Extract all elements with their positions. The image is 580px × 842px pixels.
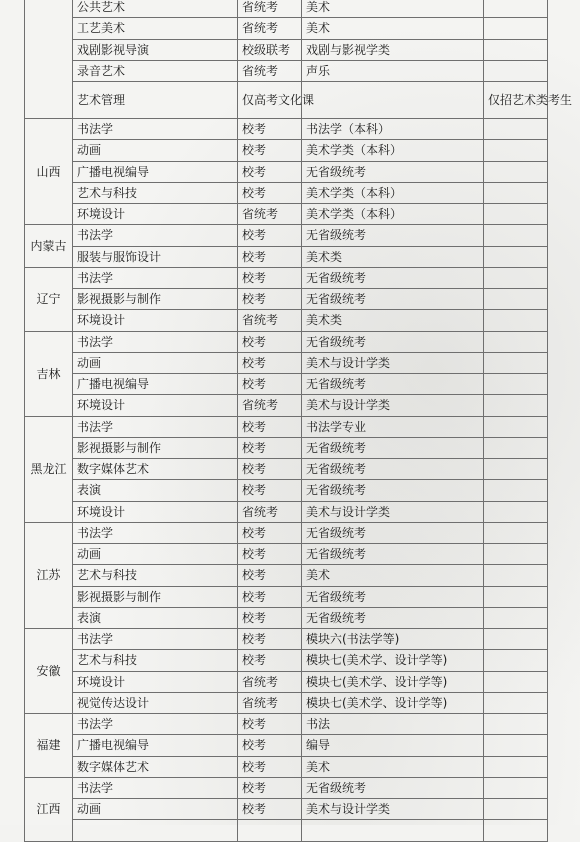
note-cell: [484, 60, 548, 81]
exam-type-cell: 省统考: [238, 60, 302, 81]
major-cell: 视觉传达设计: [73, 692, 238, 713]
category-cell: 美术与设计学类: [302, 799, 484, 820]
note-cell: [484, 395, 548, 416]
category-cell: 无省级统考: [302, 225, 484, 246]
major-cell: 动画: [73, 140, 238, 161]
table-row: [25, 182, 548, 203]
major-cell: [73, 820, 238, 841]
table-row: [25, 799, 548, 820]
exam-type-cell: 校考: [238, 714, 302, 735]
category-cell: 美术学类（本科）: [302, 182, 484, 203]
table-row: [25, 501, 548, 522]
table-row: [25, 0, 548, 18]
category-cell: 无省级统考: [302, 267, 484, 288]
table-row: [25, 140, 548, 161]
major-cell: 表演: [73, 480, 238, 501]
province-cell: [25, 0, 73, 119]
exam-type-cell: 校考: [238, 799, 302, 820]
major-cell: 环境设计: [73, 501, 238, 522]
exam-type-cell: 校考: [238, 607, 302, 628]
major-cell: 书法学: [73, 416, 238, 437]
province-cell: 吉林: [25, 331, 73, 416]
category-cell: 无省级统考: [302, 331, 484, 352]
major-cell: 戏剧影视导演: [73, 39, 238, 60]
category-cell: 戏剧与影视学类: [302, 39, 484, 60]
exam-type-cell: 校考: [238, 544, 302, 565]
major-cell: 环境设计: [73, 395, 238, 416]
note-cell: [484, 714, 548, 735]
major-cell: 环境设计: [73, 310, 238, 331]
category-cell: 无省级统考: [302, 161, 484, 182]
table-row: [25, 820, 548, 841]
province-cell: 山西: [25, 119, 73, 225]
note-cell: [484, 374, 548, 395]
exam-type-cell: 校考: [238, 161, 302, 182]
table-row: [25, 607, 548, 628]
category-cell: 书法: [302, 714, 484, 735]
category-cell: 无省级统考: [302, 586, 484, 607]
category-cell: 美术: [302, 0, 484, 18]
exam-type-cell: 校考: [238, 735, 302, 756]
major-cell: 书法学: [73, 714, 238, 735]
major-cell: 书法学: [73, 267, 238, 288]
table-row: [25, 692, 548, 713]
major-cell: 影视摄影与制作: [73, 289, 238, 310]
category-cell: [302, 820, 484, 841]
province-cell: 江西: [25, 777, 73, 841]
exam-type-cell: [238, 820, 302, 841]
province-cell: 内蒙古: [25, 225, 73, 268]
table-row: [25, 629, 548, 650]
table-row: [25, 39, 548, 60]
note-cell: [484, 310, 548, 331]
table-row: [25, 671, 548, 692]
note-cell: [484, 671, 548, 692]
note-cell: [484, 161, 548, 182]
note-cell: [484, 331, 548, 352]
table-row: [25, 204, 548, 225]
note-cell: [484, 18, 548, 39]
category-cell: 无省级统考: [302, 607, 484, 628]
province-cell: 江苏: [25, 522, 73, 628]
table-row: [25, 480, 548, 501]
category-cell: 声乐: [302, 60, 484, 81]
note-cell: 仅招艺术类考生: [484, 82, 548, 119]
table-row: [25, 374, 548, 395]
category-cell: 模块六(书法学等): [302, 629, 484, 650]
table-row: [25, 459, 548, 480]
major-cell: 数字媒体艺术: [73, 459, 238, 480]
table-row: [25, 714, 548, 735]
exam-type-cell: 校考: [238, 629, 302, 650]
exam-type-cell: 校考: [238, 246, 302, 267]
category-cell: 编导: [302, 735, 484, 756]
category-cell: 无省级统考: [302, 777, 484, 798]
note-cell: [484, 225, 548, 246]
table-row: [25, 544, 548, 565]
exam-type-cell: 省统考: [238, 18, 302, 39]
exam-type-cell: 仅高考文化课: [238, 82, 302, 119]
exam-type-cell: 校考: [238, 182, 302, 203]
table-row: [25, 352, 548, 373]
table-row: [25, 650, 548, 671]
note-cell: [484, 799, 548, 820]
major-cell: 艺术管理: [73, 82, 238, 119]
exam-type-cell: 校考: [238, 650, 302, 671]
exam-type-cell: 校考: [238, 352, 302, 373]
category-cell: 模块七(美术学、设计学等): [302, 692, 484, 713]
exam-type-cell: 校考: [238, 140, 302, 161]
exam-type-cell: 校考: [238, 756, 302, 777]
exam-type-cell: 省统考: [238, 692, 302, 713]
exam-type-cell: 校考: [238, 289, 302, 310]
table-row: [25, 735, 548, 756]
table-row: [25, 310, 548, 331]
major-cell: 表演: [73, 607, 238, 628]
major-cell: 录音艺术: [73, 60, 238, 81]
province-cell: 安徽: [25, 629, 73, 714]
note-cell: [484, 0, 548, 18]
exam-type-cell: 省统考: [238, 310, 302, 331]
note-cell: [484, 140, 548, 161]
category-cell: 无省级统考: [302, 544, 484, 565]
category-cell: 书法学专业: [302, 416, 484, 437]
note-cell: [484, 565, 548, 586]
table-row: [25, 777, 548, 798]
province-cell: 辽宁: [25, 267, 73, 331]
exam-type-cell: 校考: [238, 777, 302, 798]
category-cell: 美术: [302, 18, 484, 39]
note-cell: [484, 735, 548, 756]
table-row: [25, 289, 548, 310]
major-cell: 动画: [73, 544, 238, 565]
major-cell: 公共艺术: [73, 0, 238, 18]
major-cell: 书法学: [73, 629, 238, 650]
exam-type-cell: 省统考: [238, 501, 302, 522]
note-cell: [484, 650, 548, 671]
major-cell: 书法学: [73, 522, 238, 543]
category-cell: 模块七(美术学、设计学等): [302, 671, 484, 692]
category-cell: 美术与设计学类: [302, 352, 484, 373]
note-cell: [484, 501, 548, 522]
note-cell: [484, 289, 548, 310]
note-cell: [484, 586, 548, 607]
category-cell: 书法学（本科）: [302, 119, 484, 140]
note-cell: [484, 416, 548, 437]
exam-type-cell: 校考: [238, 225, 302, 246]
major-cell: 书法学: [73, 331, 238, 352]
province-cell: 黑龙江: [25, 416, 73, 522]
category-cell: 美术学类（本科）: [302, 140, 484, 161]
exam-type-cell: 校考: [238, 459, 302, 480]
major-cell: 动画: [73, 799, 238, 820]
exam-type-cell: 校考: [238, 267, 302, 288]
category-cell: 美术类: [302, 246, 484, 267]
exam-type-cell: 省统考: [238, 0, 302, 18]
note-cell: [484, 459, 548, 480]
major-cell: 广播电视编导: [73, 735, 238, 756]
table-row: [25, 565, 548, 586]
province-cell: 福建: [25, 714, 73, 778]
table-row: [25, 225, 548, 246]
category-cell: 美术学类（本科）: [302, 204, 484, 225]
note-cell: [484, 777, 548, 798]
admissions-table: [24, 0, 573, 842]
exam-type-cell: 校考: [238, 586, 302, 607]
table-row: [25, 756, 548, 777]
category-cell: 模块七(美术学、设计学等): [302, 650, 484, 671]
note-cell: [484, 692, 548, 713]
category-cell: 无省级统考: [302, 374, 484, 395]
table-row: [25, 395, 548, 416]
major-cell: 书法学: [73, 777, 238, 798]
major-cell: 艺术与科技: [73, 565, 238, 586]
major-cell: 书法学: [73, 225, 238, 246]
table-row: [25, 161, 548, 182]
note-cell: [484, 352, 548, 373]
note-cell: [484, 267, 548, 288]
major-cell: 影视摄影与制作: [73, 586, 238, 607]
exam-type-cell: 校级联考: [238, 39, 302, 60]
note-cell: [484, 607, 548, 628]
exam-type-cell: 校考: [238, 119, 302, 140]
table-row: [25, 522, 548, 543]
major-cell: 环境设计: [73, 204, 238, 225]
exam-type-cell: 校考: [238, 416, 302, 437]
table-row: [25, 437, 548, 458]
note-cell: [484, 820, 548, 841]
note-cell: [484, 246, 548, 267]
major-cell: 书法学: [73, 119, 238, 140]
table-row: [25, 267, 548, 288]
table-row: [25, 82, 548, 119]
major-cell: 动画: [73, 352, 238, 373]
category-cell: [302, 82, 484, 119]
exam-type-cell: 校考: [238, 480, 302, 501]
category-cell: 美术: [302, 756, 484, 777]
major-cell: 影视摄影与制作: [73, 437, 238, 458]
category-cell: 美术与设计学类: [302, 501, 484, 522]
table-row: [25, 331, 548, 352]
major-cell: 广播电视编导: [73, 161, 238, 182]
note-cell: [484, 756, 548, 777]
major-cell: 艺术与科技: [73, 182, 238, 203]
major-cell: 服装与服饰设计: [73, 246, 238, 267]
category-cell: 无省级统考: [302, 459, 484, 480]
category-cell: 无省级统考: [302, 289, 484, 310]
note-cell: [484, 39, 548, 60]
category-cell: 无省级统考: [302, 480, 484, 501]
note-cell: [484, 437, 548, 458]
category-cell: 美术与设计学类: [302, 395, 484, 416]
exam-type-cell: 省统考: [238, 204, 302, 225]
note-cell: [484, 480, 548, 501]
table-row: [25, 246, 548, 267]
exam-type-cell: 校考: [238, 374, 302, 395]
table-body: [25, 0, 573, 841]
table-row: [25, 586, 548, 607]
major-cell: 环境设计: [73, 671, 238, 692]
major-cell: 数字媒体艺术: [73, 756, 238, 777]
exam-type-cell: 校考: [238, 437, 302, 458]
note-cell: [484, 522, 548, 543]
exam-type-cell: 省统考: [238, 395, 302, 416]
exam-type-cell: 校考: [238, 565, 302, 586]
major-cell: 艺术与科技: [73, 650, 238, 671]
table-row: [25, 60, 548, 81]
category-cell: 美术类: [302, 310, 484, 331]
exam-type-cell: 校考: [238, 522, 302, 543]
note-cell: [484, 119, 548, 140]
category-cell: 无省级统考: [302, 522, 484, 543]
note-cell: [484, 629, 548, 650]
major-cell: 工艺美术: [73, 18, 238, 39]
exam-type-cell: 省统考: [238, 671, 302, 692]
note-cell: [484, 204, 548, 225]
table-row: [25, 416, 548, 437]
note-cell: [484, 544, 548, 565]
major-cell: 广播电视编导: [73, 374, 238, 395]
table-row: [25, 119, 548, 140]
note-cell: [484, 182, 548, 203]
exam-type-cell: 校考: [238, 331, 302, 352]
category-cell: 无省级统考: [302, 437, 484, 458]
category-cell: 美术: [302, 565, 484, 586]
table-row: [25, 18, 548, 39]
